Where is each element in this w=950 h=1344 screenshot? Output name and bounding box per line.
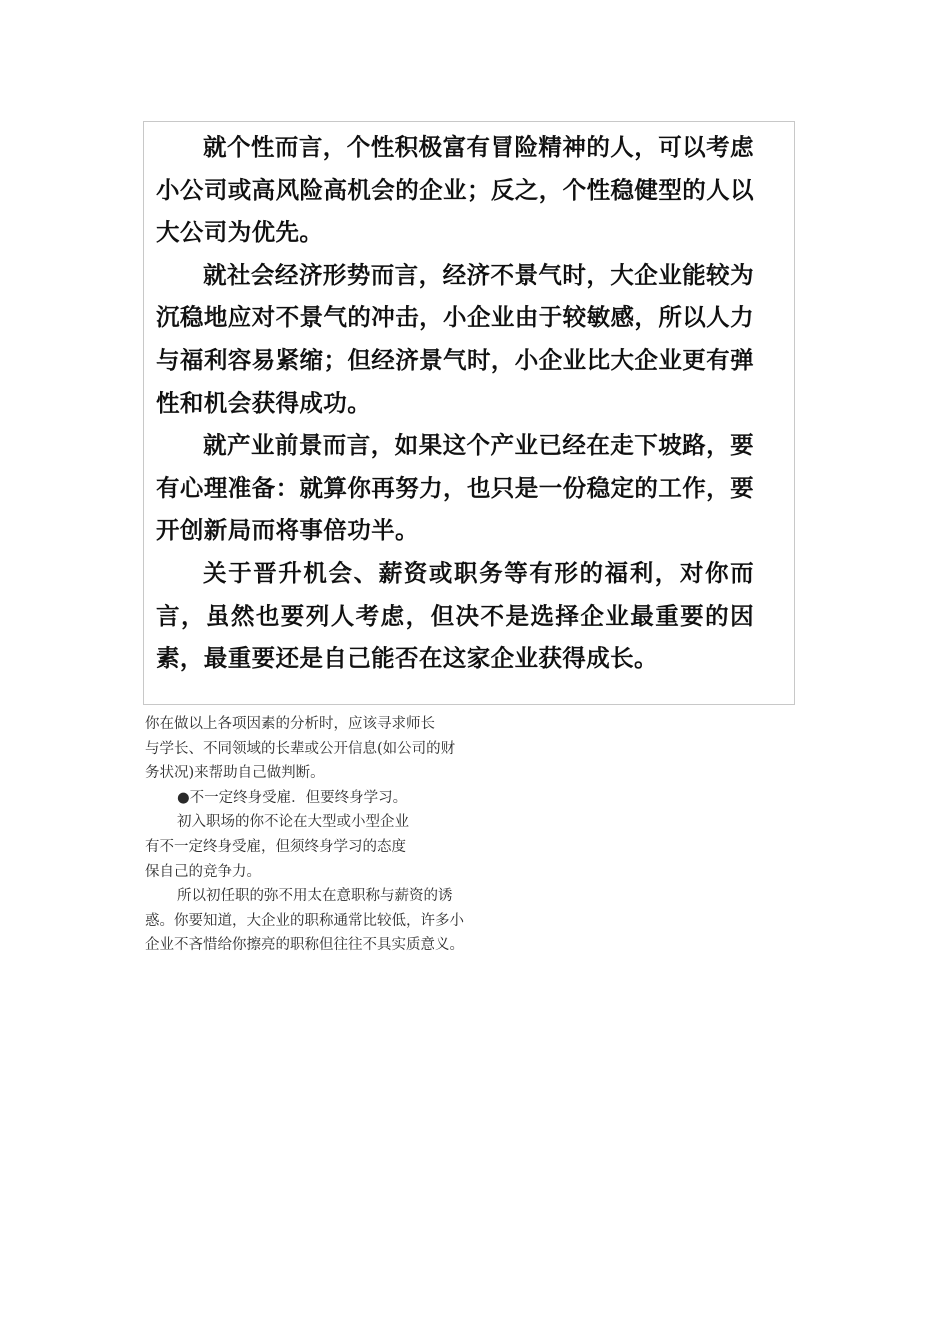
body-line: 企业不吝惜给你擦亮的职称但往往不具实质意义。 xyxy=(145,937,464,954)
bullet-heading: ●不一定终身受雇．但要终身学习。 xyxy=(177,789,408,806)
body-line: 你在做以上各项因素的分析时，应该寻求师长 xyxy=(145,716,435,732)
scan-paragraph-benefits: 关于晋升机会、薪资或职务等有形的福利，对你而言，虽然也要列人考虑，但决不是选择企业最重要的因素，最重要还是自己能否在这家企业获得成长。 xyxy=(156,558,754,673)
body-line: 所以初任职的弥不用太在意职称与薪资的诱 xyxy=(177,888,453,905)
body-text xyxy=(145,712,525,958)
body-line: 有不一定终身受雇，但须终身学习的态度 xyxy=(145,838,406,855)
scanned-text-excerpt xyxy=(143,121,795,705)
scan-paragraph-personality: 就个性而言，个性积极富有冒险精神的人，可以考虑小公司或高风险高机会的企业；反之，个性稳健型的人以大公司为优先。 xyxy=(156,133,754,247)
scan-paragraph-industry: 就产业前景而言，如果这个产业已经在走下坡路，要有心理准备：就算你再努力，也只是一份稳定的工作，要开创新局而将事倍功半。 xyxy=(156,431,754,545)
body-line: 保自己的竞争力。 xyxy=(145,863,261,880)
body-line: 务状况)来帮助自己做判断。 xyxy=(145,765,325,782)
scan-paragraph-economy: 就社会经济形势而言，经济不景气时，大企业能较为沉稳地应对不景气的冲击，小企业由于较敏感，所以人力与福利容易紧缩；但经济景气时，小企业比大企业更有弹性和机会获得成功。 xyxy=(156,260,754,417)
body-line: 与学长、不同领域的长辈或公开信息(如公司的财 xyxy=(145,740,456,757)
body-line: 初入职场的你不论在大型或小型企业 xyxy=(177,814,409,831)
body-line: 惑。你要知道，大企业的职称通常比较低，许多小 xyxy=(145,912,464,929)
